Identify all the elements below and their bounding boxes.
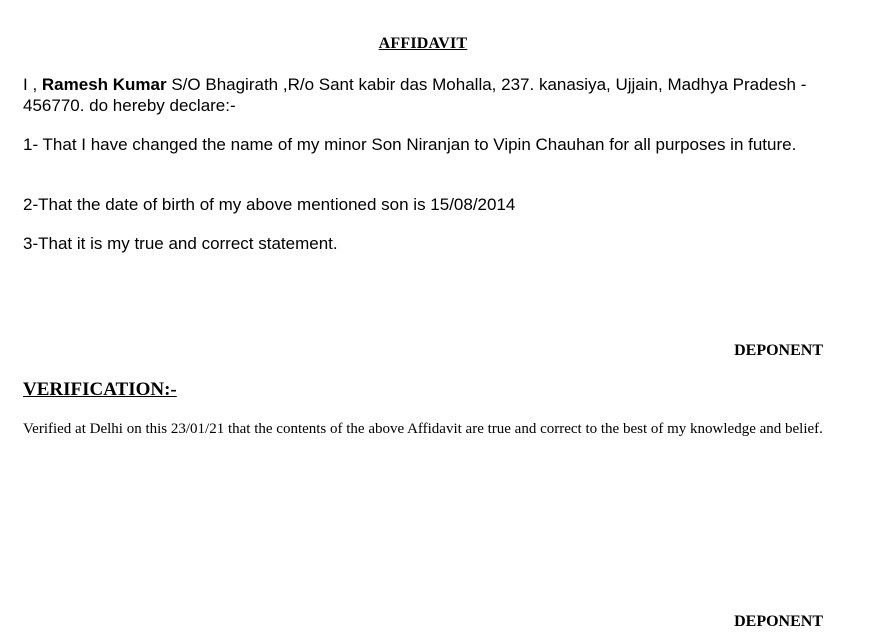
verification-heading: VERIFICATION:-: [23, 379, 177, 400]
statement-3: 3-That it is my true and correct statement.: [23, 234, 338, 253]
affidavit-title: AFFIDAVIT: [378, 35, 468, 52]
verification-text: Verified at Delhi on this 23/01/21 that the contents of the above Affidavit are true and correct to the best of my knowledge and belief.: [23, 421, 823, 437]
deponent-label: DEPONENT: [734, 342, 823, 359]
declarant-intro: [23, 74, 823, 116]
declarant-name: Ramesh Kumar: [41, 75, 167, 94]
statement-2: 2-That the date of birth of my above mentioned son is 15/08/2014: [23, 195, 516, 214]
intro-details: S/O Bhagirath ,R/o Sant kabir das Mohalla, 237. kanasiya, Ujjain, Madhya Pradesh - 456770. do hereby declare:-: [23, 75, 807, 115]
deponent-label-bottom: DEPONENT: [734, 613, 823, 630]
statement-1: 1- That I have changed the name of my minor Son Niranjan to Vipin Chauhan for all purposes in future.: [23, 135, 797, 154]
intro-prefix: I ,: [23, 75, 42, 94]
